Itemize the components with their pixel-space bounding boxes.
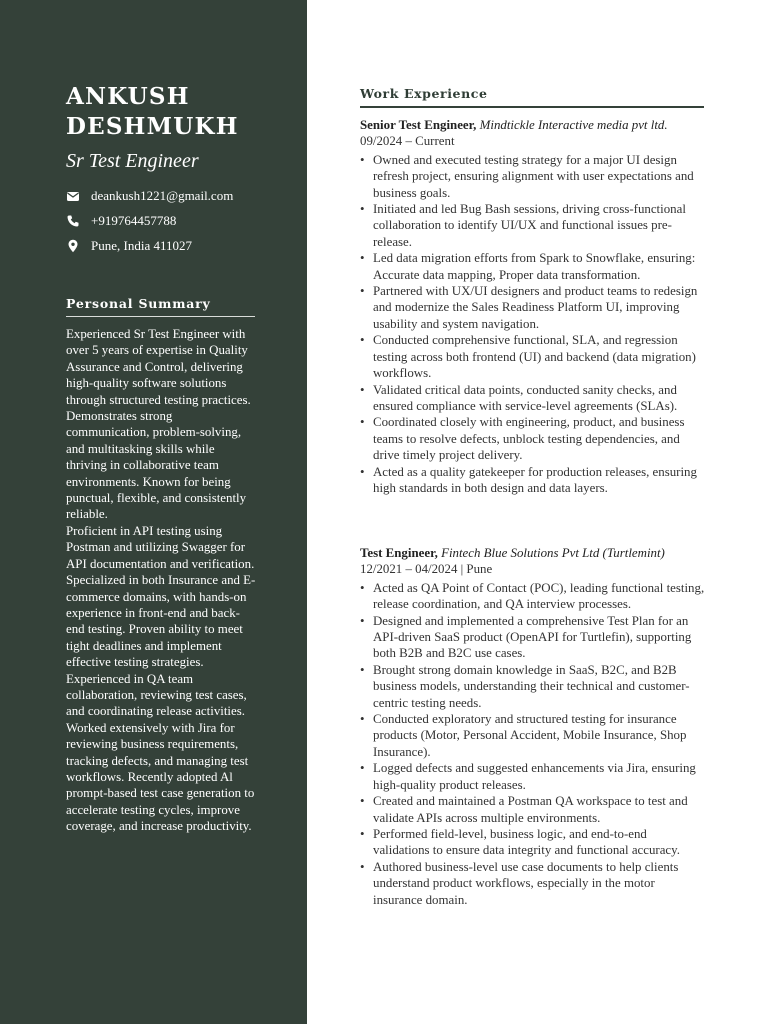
job-bullets xyxy=(360,580,705,908)
phone-text: +919764457788 xyxy=(91,213,177,228)
job-bullets xyxy=(360,152,705,497)
envelope-icon xyxy=(66,189,80,203)
summary-paragraph: Proficient in API testing using Postman and utilizing Swagger for API documentation and verification. Specialized in both Insurance and E-commerce domains, with hands-on experience in front-end and back-end testing. Proven ability to meet tight deadlines and implement effective testing strategies. xyxy=(66,523,256,670)
list-item: • Led data migration efforts from Spark to Snowflake, ensuring: Accurate data mapping, Proper data transformation. xyxy=(360,250,705,283)
job-role: Senior Test Engineer, xyxy=(360,118,477,132)
list-item: • Authored business-level use case documents to help clients understand product workflows, especially in the motor insurance domain. xyxy=(360,859,705,908)
list-item: • Created and maintained a Postman QA workspace to test and validate APIs across multiple environments. xyxy=(360,793,705,826)
personal-summary-heading: Personal Summary xyxy=(66,296,255,317)
list-item: • Owned and executed testing strategy for a major UI design refresh project, ensuring alignment with user expectations and business goals. xyxy=(360,152,705,201)
list-item: • Logged defects and suggested enhancements via Jira, ensuring high-quality product releases. xyxy=(360,760,705,793)
work-experience-heading: Work Experience xyxy=(360,86,704,108)
list-item: • Brought strong domain knowledge in SaaS, B2C, and B2B business models, understanding their technical and customer-centric testing needs. xyxy=(360,662,705,711)
list-item: • Initiated and led Bug Bash sessions, driving cross-functional collaboration to identify UI/UX and functional issues pre-release. xyxy=(360,201,705,250)
job-company: Fintech Blue Solutions Pvt Ltd (Turtlemint) xyxy=(441,546,665,560)
list-item: • Conducted exploratory and structured testing for insurance products (Motor, Personal Accident, Mobile Insurance, Shop Insurance). xyxy=(360,711,705,760)
list-item: • Validated critical data points, conducted sanity checks, and ensured compliance with service-level agreements (SLAs). xyxy=(360,382,705,415)
job-dates: 09/2024 – Current xyxy=(360,134,455,149)
job-entry-turtlemint xyxy=(360,545,705,908)
summary-paragraph: Experienced Sr Test Engineer with over 5 years of expertise in Quality Assurance and Control, delivering high-quality software solutions through structured testing practices. Demonstrates strong communication, problem-solving, and multitasking skills while thriving in collaborative team environments. Known for being punctual, flexible, and consistently reliable. xyxy=(66,327,251,522)
list-item: • Partnered with UX/UI designers and product teams to redesign and modernize the Sales Readiness Platform UI, improving usability and system navigation. xyxy=(360,283,705,332)
contact-phone[interactable] xyxy=(66,212,176,230)
job-entry-mindtickle xyxy=(360,117,705,496)
personal-summary xyxy=(66,326,258,835)
job-header xyxy=(360,545,705,561)
job-company: Mindtickle Interactive media pvt ltd. xyxy=(479,118,668,132)
list-item: • Conducted comprehensive functional, SLA, and regression testing across both frontend (UI) and backend (data migration) workflows. xyxy=(360,332,705,381)
summary-paragraph: Experienced in QA team collaboration, reviewing test cases, and coordinating release activities. Worked extensively with Jira for reviewing business requirements, tracking defects, and managing test workflows. Recently adopted Al prompt-based test case generation to accelerate testing cycles, improve coverage, and increase productivity. xyxy=(66,671,255,834)
email-text: deankush1221@gmail.com xyxy=(91,188,234,203)
name-line-1: ANKUSH xyxy=(66,83,190,110)
contact-email[interactable] xyxy=(66,187,233,205)
phone-icon xyxy=(66,214,80,228)
job-header xyxy=(360,117,705,133)
job-dates: 12/2021 – 04/2024 | Pune xyxy=(360,562,493,577)
name-line-2: DESHMUKH xyxy=(66,113,239,140)
job-title: Sr Test Engineer xyxy=(66,150,199,172)
list-item: • Acted as QA Point of Contact (POC), leading functional testing, release coordination, and QA interview processes. xyxy=(360,580,705,613)
candidate-name xyxy=(66,82,296,142)
contact-location xyxy=(66,237,192,255)
list-item: • Designed and implemented a comprehensive Test Plan for an API-driven SaaS product (OpenAPI for Turtlefin), supporting both B2B and B2C use cases. xyxy=(360,613,705,662)
list-item: • Coordinated closely with engineering, product, and business teams to resolve defects, unblock testing dependencies, and drive timely project delivery. xyxy=(360,414,705,463)
list-item: • Acted as a quality gatekeeper for production releases, ensuring high standards in both design and data layers. xyxy=(360,464,705,497)
job-role: Test Engineer, xyxy=(360,546,438,560)
map-pin-icon xyxy=(66,239,80,253)
location-text: Pune, India 411027 xyxy=(91,238,192,253)
list-item: • Performed field-level, business logic, and end-to-end validations to ensure data integrity and functional accuracy. xyxy=(360,826,705,859)
